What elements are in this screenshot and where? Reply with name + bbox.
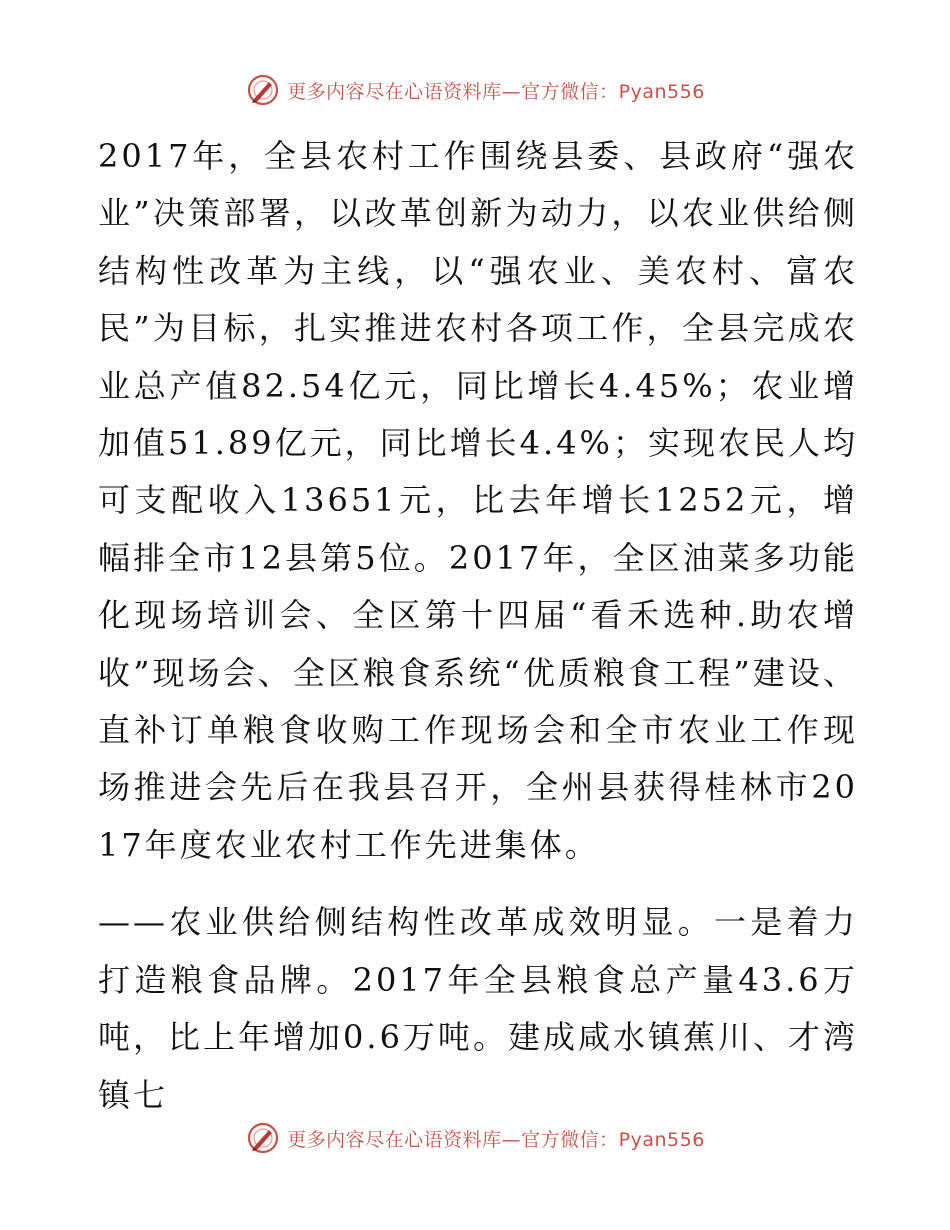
watermark-text: 更多内容尽在心语资料库—官方微信：Pyan556 <box>287 80 705 103</box>
pen-logo-icon <box>245 72 281 108</box>
header-watermark <box>0 70 950 110</box>
pen-logo-icon <box>245 1120 281 1156</box>
document-body <box>98 128 858 1124</box>
paragraph-supply-side-reform: ——农业供给侧结构性改革成效明显。一是着力打造粮食品牌。2017年全县粮食总产量43.6万吨，比上年增加0.6万吨。建成咸水镇蕉川、才湾镇七 <box>98 903 858 1114</box>
paragraph-summary: 2017年，全县农村工作围绕县委、县政府“强农业”决策部署，以改革创新为动力，以农业供给侧结构性改革为主线，以“强农业、美农村、富农民”为目标，扎实推进农村各项工作，全县完成农业总产值82.54亿元，同比增长4.45%；农业增加值51.89亿元，同比增长4.4%；实现农民人均可支配收入13651元，比去年增长1252元，增幅排全市12县第5位。2017年，全区油菜多功能化现场培训会、全区第十四届“看禾选种.助农增收”现场会、全区粮食系统“优质粮食工程”建设、直补订单粮食收购工作现场会和全市农业工作现场推进会先后在我县召开，全州县获得桂林市2017年度农业农村工作先进集体。 <box>98 137 858 864</box>
footer-watermark <box>0 1118 950 1158</box>
watermark-text: 更多内容尽在心语资料库—官方微信：Pyan556 <box>287 1128 705 1151</box>
